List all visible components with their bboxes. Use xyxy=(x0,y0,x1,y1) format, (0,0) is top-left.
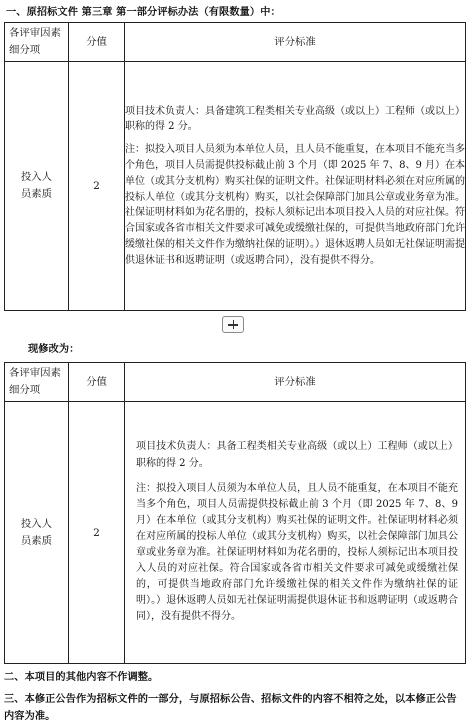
standard-paragraph-1: 项目技术负责人：具备工程类相关专业高级（或以上）工程师（或以上）职称的得 2 分。 xyxy=(136,441,458,469)
original-criteria-table xyxy=(4,22,466,311)
plus-icon[interactable] xyxy=(222,316,244,333)
header-standard: 评分标准 xyxy=(274,35,316,48)
score-cell: 2 xyxy=(69,402,125,664)
standard-cell xyxy=(125,62,466,311)
header-standard-cell xyxy=(125,23,466,62)
header-category-cell xyxy=(5,363,69,402)
table-row xyxy=(5,62,466,311)
changed-label: 现修改为： xyxy=(28,344,80,355)
category-cell: 投入人员素质 xyxy=(5,402,69,664)
header-score-cell xyxy=(69,23,125,62)
standard-paragraph-2: 注：拟投入项目人员须为本单位人员，且人员不能重复，在本项目不能充当多个角色，项目人员需提供投标截止前 3 个月（即 2025 年 7、8、9 月）在本单位（或其分支机构）购买社保的证明文件。社保证明材料必须在对应所属的投标人单位（或其分支机构）购买，以社会保障部门加具公章或业务章为准。社保证明材料如为花名册的，投标人须标记出本项目投入人员的对应社保。符合国家或各省市相关文件要求可减免或缓缴社保的，可提供当地政府部门允许缓缴社保的相关文件作为缴纳社保的证明）。）退休返聘人员如无社保证明需提供退休证书和返聘证明（或返聘合同），没有提供不得分。 xyxy=(125,144,465,266)
header-score-cell xyxy=(69,363,125,402)
section-1-heading: 一、原招标文件 第三章 第一部分评标办法（有限数量）中： xyxy=(6,7,281,18)
category-cell: 投入人员素质 xyxy=(5,62,69,311)
section-3-text: 三、本修正公告作为招标文件的一部分，与原招标公告、招标文件的内容不相符之处，以本修正公告内容为准。 xyxy=(4,694,457,722)
header-category-cell xyxy=(5,23,69,62)
score-cell: 2 xyxy=(69,62,125,311)
table-row xyxy=(5,402,466,664)
header-score: 分值 xyxy=(86,375,107,388)
header-standard: 评分标准 xyxy=(274,375,316,388)
header-category: 各评审因素细分项 xyxy=(9,367,61,396)
revised-criteria-table xyxy=(4,362,466,664)
standard-paragraph-2: 注：拟投入项目人员须为本单位人员，且人员不能重复，在本项目不能充当多个角色，项目人员需提供投标截止前 3 个月（即 2025 年 7、8、9 月）在本单位（或其分支机构）购买社保的证明文件。社保证明材料必须在对应所属的投标人单位（或其分支机构）购买，以社会保障部门加具公章或业务章为准。社保证明材料如为花名册的，投标人须标记出本项目投入人员的对应社保。符合国家或各省市相关文件要求可减免或缓缴社保的，可提供当地政府部门允许缓缴社保的相关文件作为缴纳社保的证明）。）退休返聘人员如无社保证明需提供退休证书和返聘证明（或返聘合同），没有提供不得分。 xyxy=(136,482,458,623)
header-score: 分值 xyxy=(86,35,107,48)
standard-cell xyxy=(125,402,466,664)
table-header-row xyxy=(5,23,466,62)
section-2-text: 二、本项目的其他内容不作调整。 xyxy=(4,672,159,683)
standard-paragraph-1: 项目技术负责人：具备建筑工程类相关专业高级（或以上）工程师（或以上）职称的得 2 分。 xyxy=(125,105,465,133)
table-header-row xyxy=(5,363,466,402)
header-standard-cell xyxy=(125,363,466,402)
header-category: 各评审因素细分项 xyxy=(9,27,61,56)
